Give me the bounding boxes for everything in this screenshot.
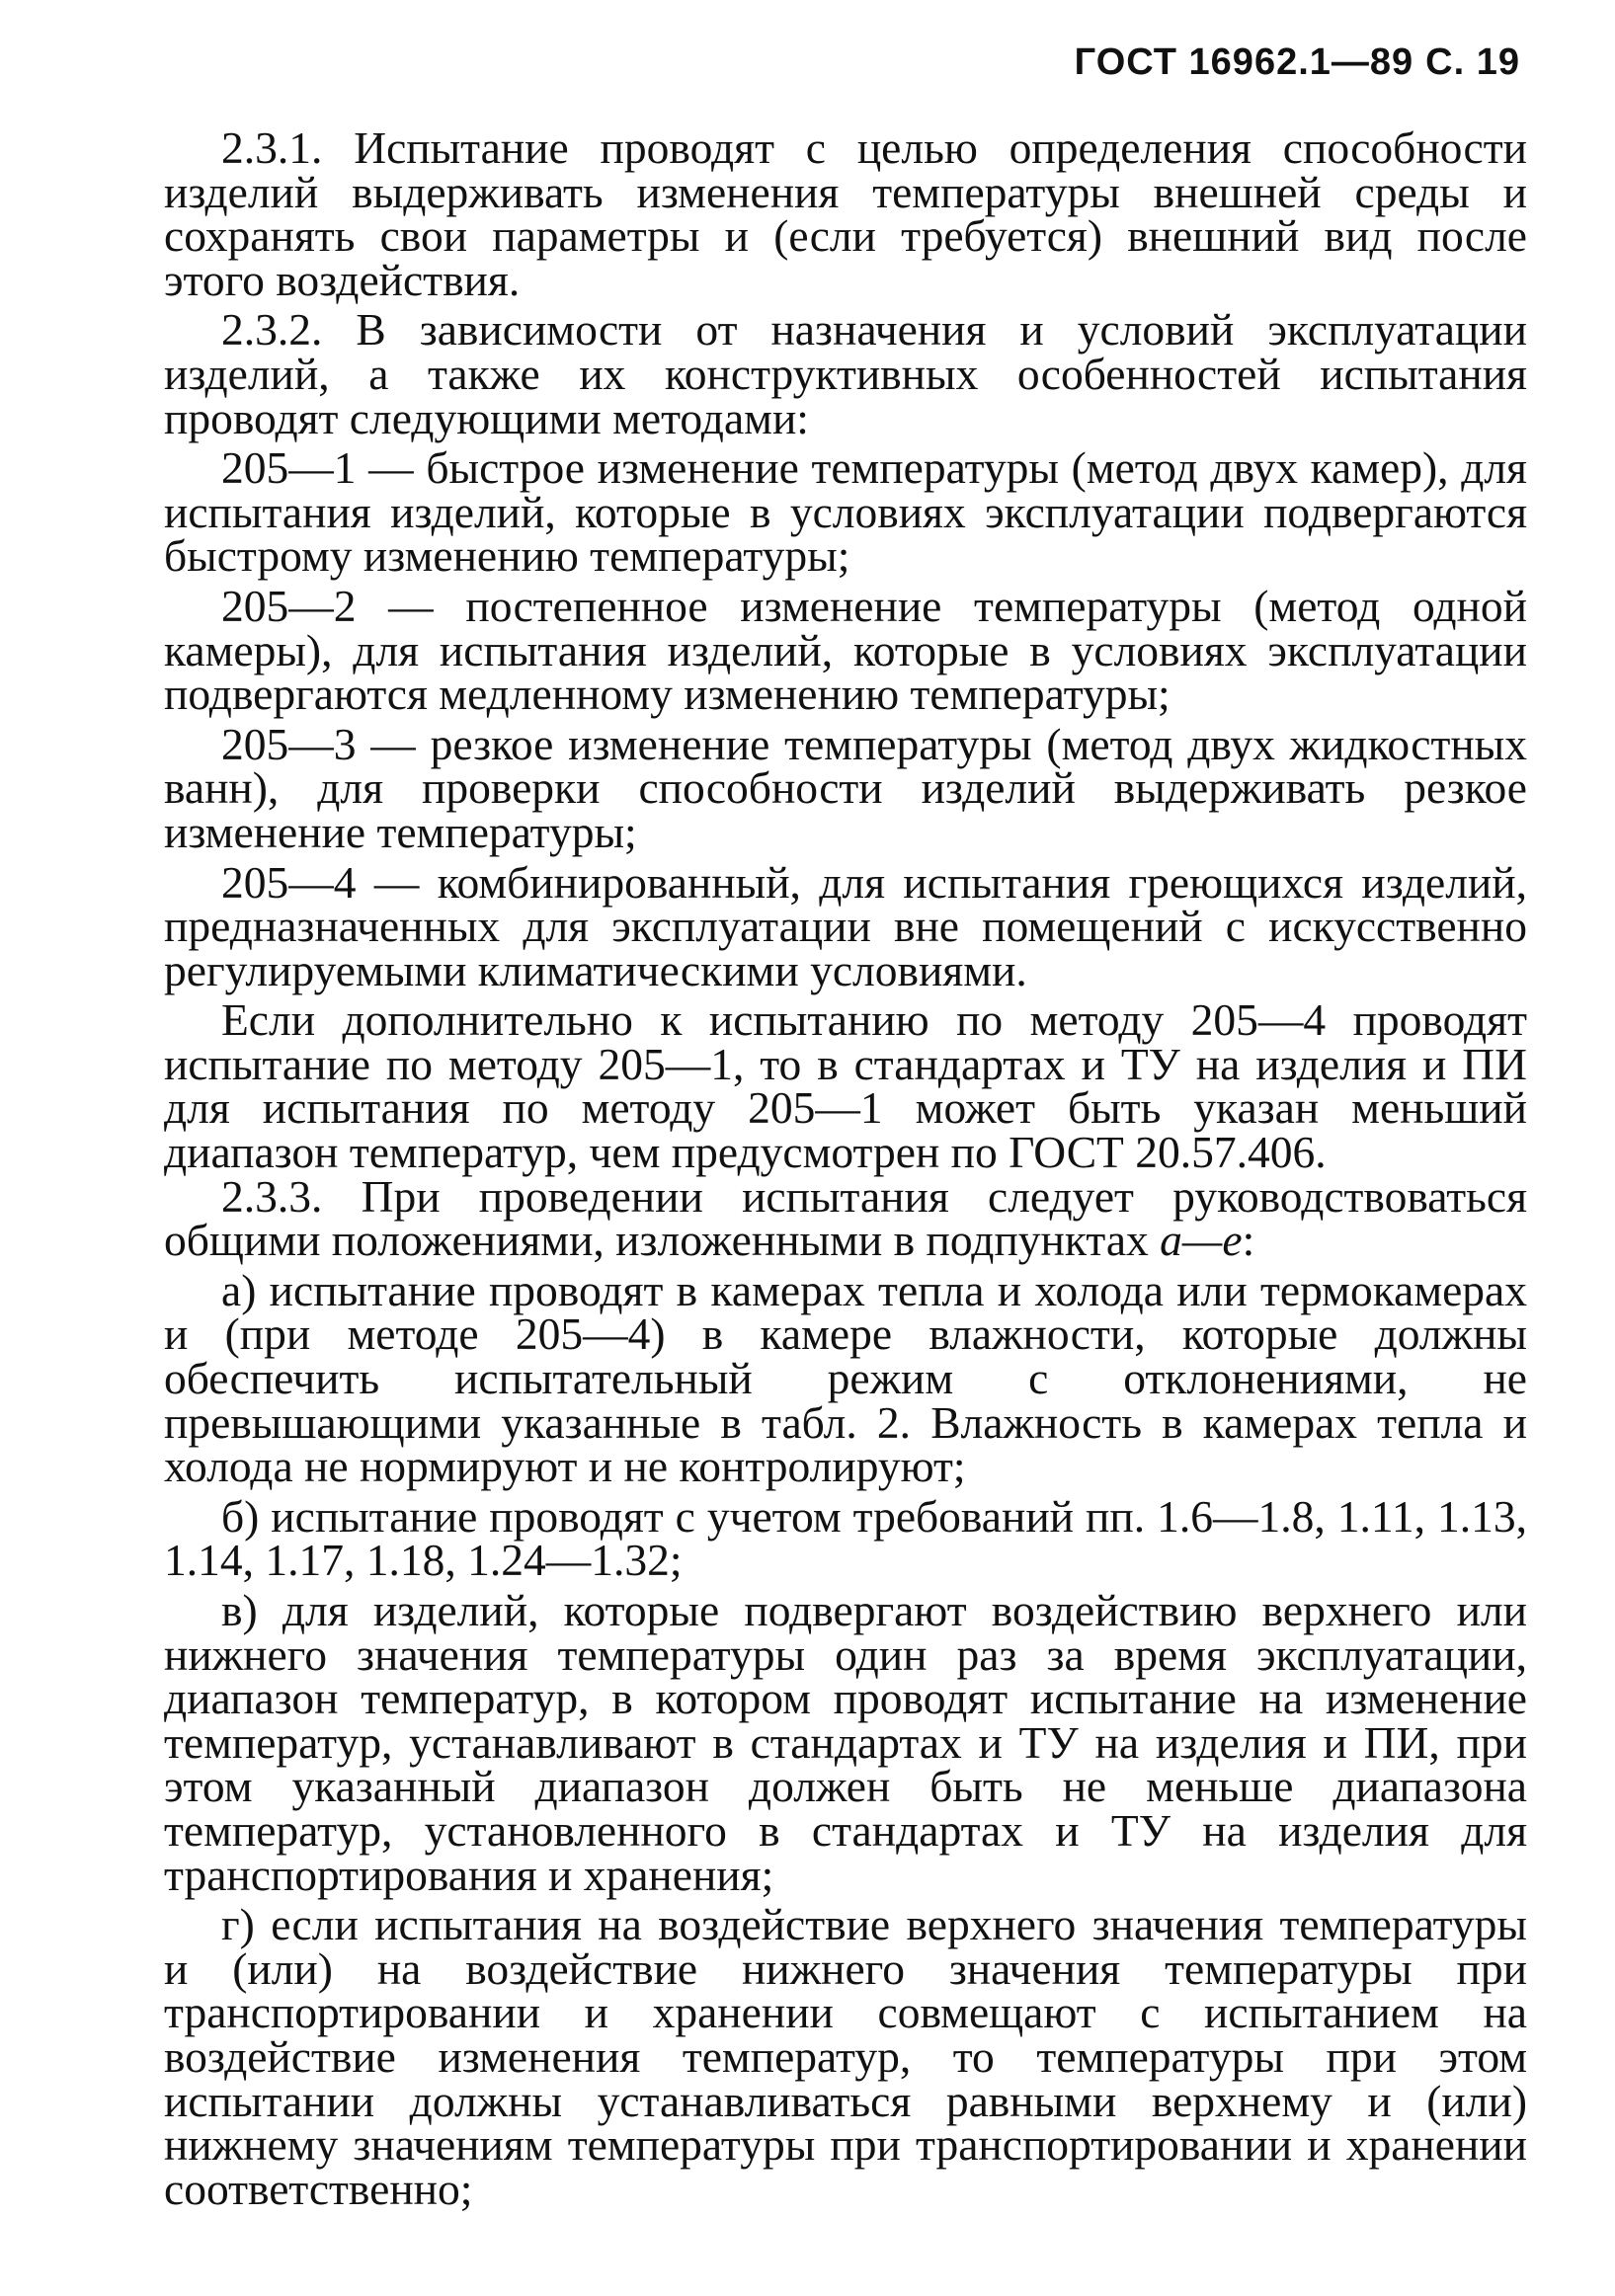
list-item-a: а) испытание проводят в камерах тепла и холода или термокамерах и (при методе 205—4) в камере влажности, которые должны обеспечить испытательный режим с отклонениями, не превышающими указанные в табл. 2. Влажность в камерах тепла и холода не нормируют и не контролируют; [164,1264,1527,1492]
method-205-2: 205—2 — постепенное изменение температуры (метод одной камеры), для испытания изделий, которые в условиях эксплуатации подвергаются медленному изменению температуры; [164,580,1527,720]
subclause-reference: а—е [1160,1215,1243,1266]
method-205-4: 205—4 — комбинированный, для испытания греющихся изделий, предназначенных для эксплуатации вне помещений с искусственно регулируемыми климатическими условиями. [164,856,1527,995]
paragraph-2-3-1: 2.3.1. Испытание проводят с целью определения способности изделий выдерживать изменения температуры внешней среды и сохранять свои параметры и (если требуется) внешний вид после этого воздействия. [164,122,1527,305]
body-text [164,122,1527,2214]
page-number: С. 19 [1425,41,1520,83]
paragraph-additional-test: Если дополнительно к испытанию по методу 205—4 проводят испытание по методу 205—1, то в стандартах и ТУ на изделия и ПИ для испытания по методу 205—1 может быть указан меньший диапазон температур, чем предусмотрен по ГОСТ 20.57.406. [164,994,1527,1178]
standard-number: ГОСТ 16962.1—89 [1074,41,1414,83]
method-205-1: 205—1 — быстрое изменение температуры (метод двух камер), для испытания изделий, которые в условиях эксплуатации подвергаются быстрому изменению температуры; [164,442,1527,582]
method-205-3: 205—3 — резкое изменение температуры (метод двух жидкостных ванн), для проверки способности изделий выдерживать резкое изменение температуры; [164,718,1527,857]
running-header [1075,41,1520,84]
list-item-b: б) испытание проводят с учетом требований пп. 1.6—1.8, 1.11, 1.13, 1.14, 1.17, 1.18, 1.24—1.32; [164,1490,1527,1586]
list-item-g: г) если испытания на воздействие верхнего значения температуры и (или) на воздействие нижнего значения температуры при транспортировании и хранении совмещают с испытанием на воздействие изменения температур, то температуры при этом испытании должны устанавливаться равными верхнему и (или) нижнему значениям температуры при транспортировании и хранении соответственно; [164,1899,1527,2214]
paragraph-2-3-3-lead: 2.3.3. При проведении испытания следует руководствоваться общими положениями, изложенными в подпунктах [164,1170,1527,1266]
paragraph-2-3-3-tail: : [1242,1215,1255,1266]
paragraph-2-3-3 [164,1170,1527,1266]
list-item-v: в) для изделий, которые подвергают воздействию верхнего или нижнего значения температуры один раз за время эксплуатации, диапазон температур, в котором проводят испытание на изменение температур, устанавливают в стандартах и ТУ на изделия и ПИ, при этом указанный диапазон должен быть не меньше диапазона температур, установленного в стандартах и ТУ на изделия для транспортирования и хранения; [164,1585,1527,1900]
paragraph-2-3-2: 2.3.2. В зависимости от назначения и условий эксплуатации изделий, а также их конструктивных особенностей испытания проводят следующими методами: [164,304,1527,443]
